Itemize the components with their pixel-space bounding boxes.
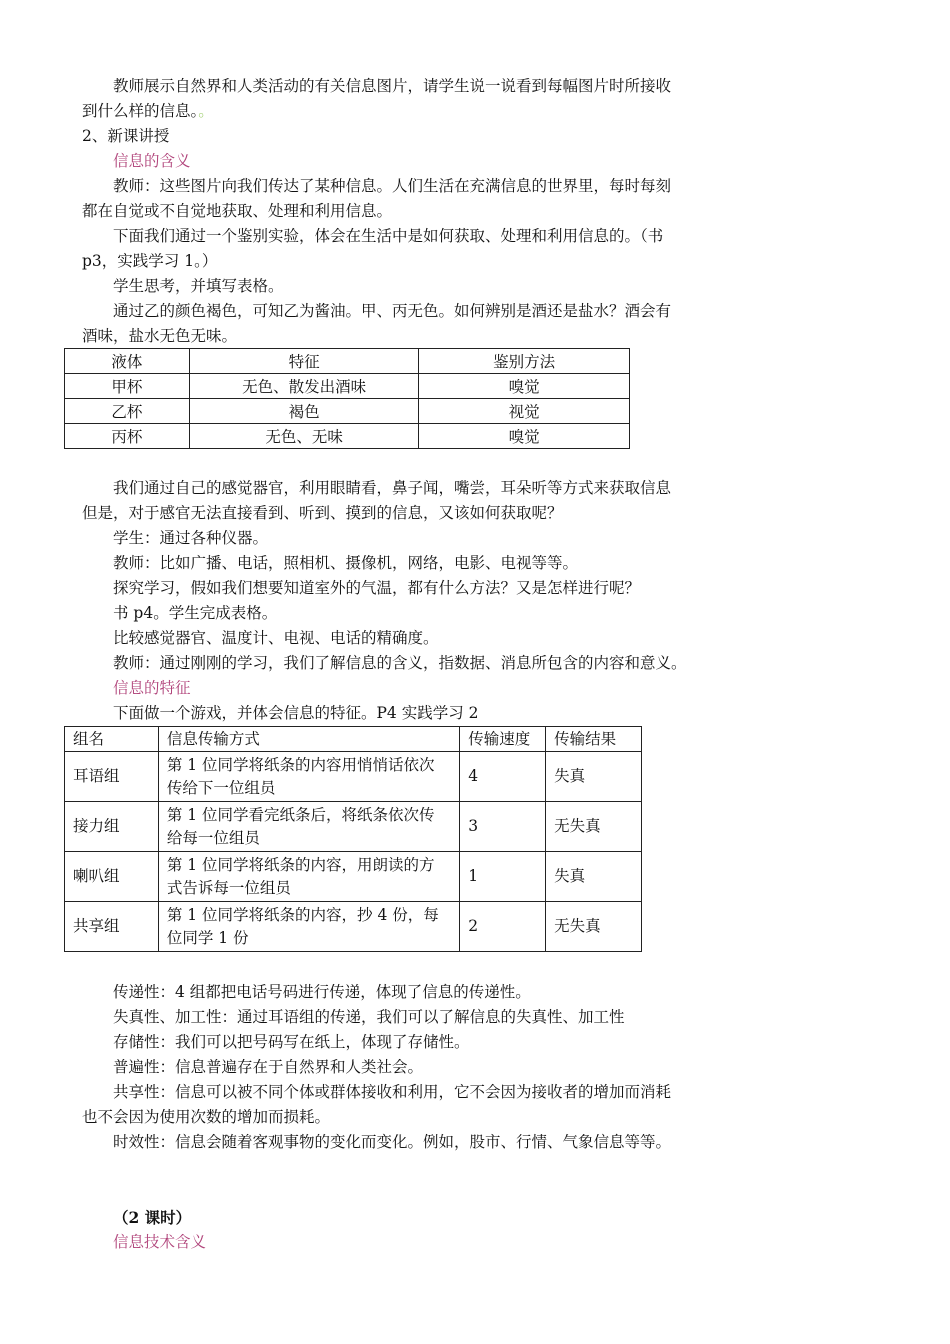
table-cell: 甲杯 (65, 374, 190, 399)
table-row (65, 852, 642, 902)
trait-timeliness: 时效性：信息会随着客观事物的变化而变化。例如，股市、行情、气象信息等等。 (113, 1133, 672, 1151)
intro-line-1: 教师展示自然界和人类活动的有关信息图片，请学生说一说看到每幅图片时所接收 (113, 77, 672, 95)
header-cell: 传输结果 (546, 727, 642, 752)
header-cell: 传输速度 (460, 727, 546, 752)
group-name-cell: 共享组 (65, 902, 159, 952)
result-cell: 无失真 (546, 902, 642, 952)
method-cell: 第 1 位同学将纸条的内容，抄 4 份，每 位同学 1 份 (158, 902, 459, 952)
header-cell: 组名 (65, 727, 159, 752)
para2-line-1: 下面我们通过一个鉴别实验，体会在生活中是如何获取、处理和利用信息的。（书 (113, 227, 664, 245)
table-cell: 乙杯 (65, 399, 190, 424)
para5-line-2: 但是，对于感官无法直接看到、听到、摸到的信息，又该如何获取呢？ (82, 504, 563, 522)
trait-sharing-line-2: 也不会因为使用次数的增加而损耗。 (82, 1108, 331, 1126)
para10: 比较感觉器官、温度计、电视、电话的精确度。 (113, 629, 439, 647)
para1-line-1: 教师：这些图片向我们传达了某种信息。人们生活在充满信息的世界里，每时每刻 (113, 177, 672, 195)
result-cell: 失真 (546, 852, 642, 902)
speed-cell: 1 (460, 852, 546, 902)
section-2-title: 2、新课讲授 (82, 127, 170, 145)
table-row (65, 424, 630, 449)
table-row (65, 399, 630, 424)
table-cell: 褐色 (189, 399, 419, 424)
table-cell: 无色、散发出酒味 (189, 374, 419, 399)
method-cell: 第 1 位同学将纸条的内容用悄悄话依次 传给下一位组员 (158, 752, 459, 802)
table-row (65, 752, 642, 802)
heading-tech: 信息技术含义 (113, 1233, 207, 1251)
group-name-cell: 接力组 (65, 802, 159, 852)
table-row (65, 374, 630, 399)
table-cell: 视觉 (419, 399, 630, 424)
table-cell: 丙杯 (65, 424, 190, 449)
intro-line-2: 到什么样的信息。。 (82, 102, 214, 120)
trait-transmission: 传递性：4 组都把电话号码进行传递，体现了信息的传递性。 (113, 983, 531, 1001)
header-cell: 特征 (189, 349, 419, 374)
group-name-cell: 耳语组 (65, 752, 159, 802)
table-header-row (65, 727, 642, 752)
para4-line-2: 酒味，盐水无色无味。 (82, 327, 238, 345)
identification-table (64, 348, 630, 449)
para9: 书 p4。学生完成表格。 (113, 604, 278, 622)
para5-line-1: 我们通过自己的感觉器官，利用眼睛看，鼻子闻，嘴尝，耳朵听等方式来获取信息 (113, 479, 672, 497)
group-name-cell: 喇叭组 (65, 852, 159, 902)
header-cell: 鉴别方法 (419, 349, 630, 374)
method-cell: 第 1 位同学将纸条的内容，用朗读的方 式告诉每一位组员 (158, 852, 459, 902)
speed-cell: 3 (460, 802, 546, 852)
method-cell: 第 1 位同学看完纸条后，将纸条依次传 给每一位组员 (158, 802, 459, 852)
speed-cell: 4 (460, 752, 546, 802)
para3: 学生思考，并填写表格。 (113, 277, 284, 295)
trait-universality: 普遍性：信息普遍存在于自然界和人类社会。 (113, 1058, 424, 1076)
table-cell: 嗅觉 (419, 424, 630, 449)
table-row (65, 902, 642, 952)
para2-line-2: p3，实践学习 1。） (82, 252, 218, 270)
lesson-2-label: （2 课时） (113, 1208, 192, 1227)
para4-line-1: 通过乙的颜色褐色，可知乙为酱油。甲、丙无色。如何辨别是酒还是盐水？酒会有 (113, 302, 672, 320)
para1-line-2: 都在自觉或不自觉地获取、处理和利用信息。 (82, 202, 393, 220)
trait-distortion: 失真性、加工性：通过耳语组的传递，我们可以了解信息的失真性、加工性 (113, 1008, 625, 1026)
header-cell: 信息传输方式 (158, 727, 459, 752)
trait-storage: 存储性：我们可以把号码写在纸上，体现了存储性。 (113, 1033, 470, 1051)
para6: 学生：通过各种仪器。 (113, 529, 269, 547)
game-table (64, 726, 642, 952)
table-cell: 嗅觉 (419, 374, 630, 399)
para11: 教师：通过刚刚的学习，我们了解信息的含义，指数据、消息所包含的内容和意义。 (113, 654, 687, 672)
heading-features: 信息的特征 (113, 679, 191, 697)
para12: 下面做一个游戏，并体会信息的特征。P4 实践学习 2 (113, 704, 479, 722)
para8: 探究学习，假如我们想要知道室外的气温，都有什么方法？又是怎样进行呢？ (113, 579, 641, 597)
result-cell: 无失真 (546, 802, 642, 852)
result-cell: 失真 (546, 752, 642, 802)
table-cell: 无色、无味 (189, 424, 419, 449)
table-row (65, 802, 642, 852)
header-cell: 液体 (65, 349, 190, 374)
trait-sharing-line-1: 共享性：信息可以被不同个体或群体接收和利用，它不会因为接收者的增加而消耗 (113, 1083, 672, 1101)
table-header-row (65, 349, 630, 374)
para7: 教师：比如广播、电话，照相机、摄像机，网络，电影、电视等等。 (113, 554, 579, 572)
speed-cell: 2 (460, 902, 546, 952)
heading-meaning: 信息的含义 (113, 152, 191, 170)
